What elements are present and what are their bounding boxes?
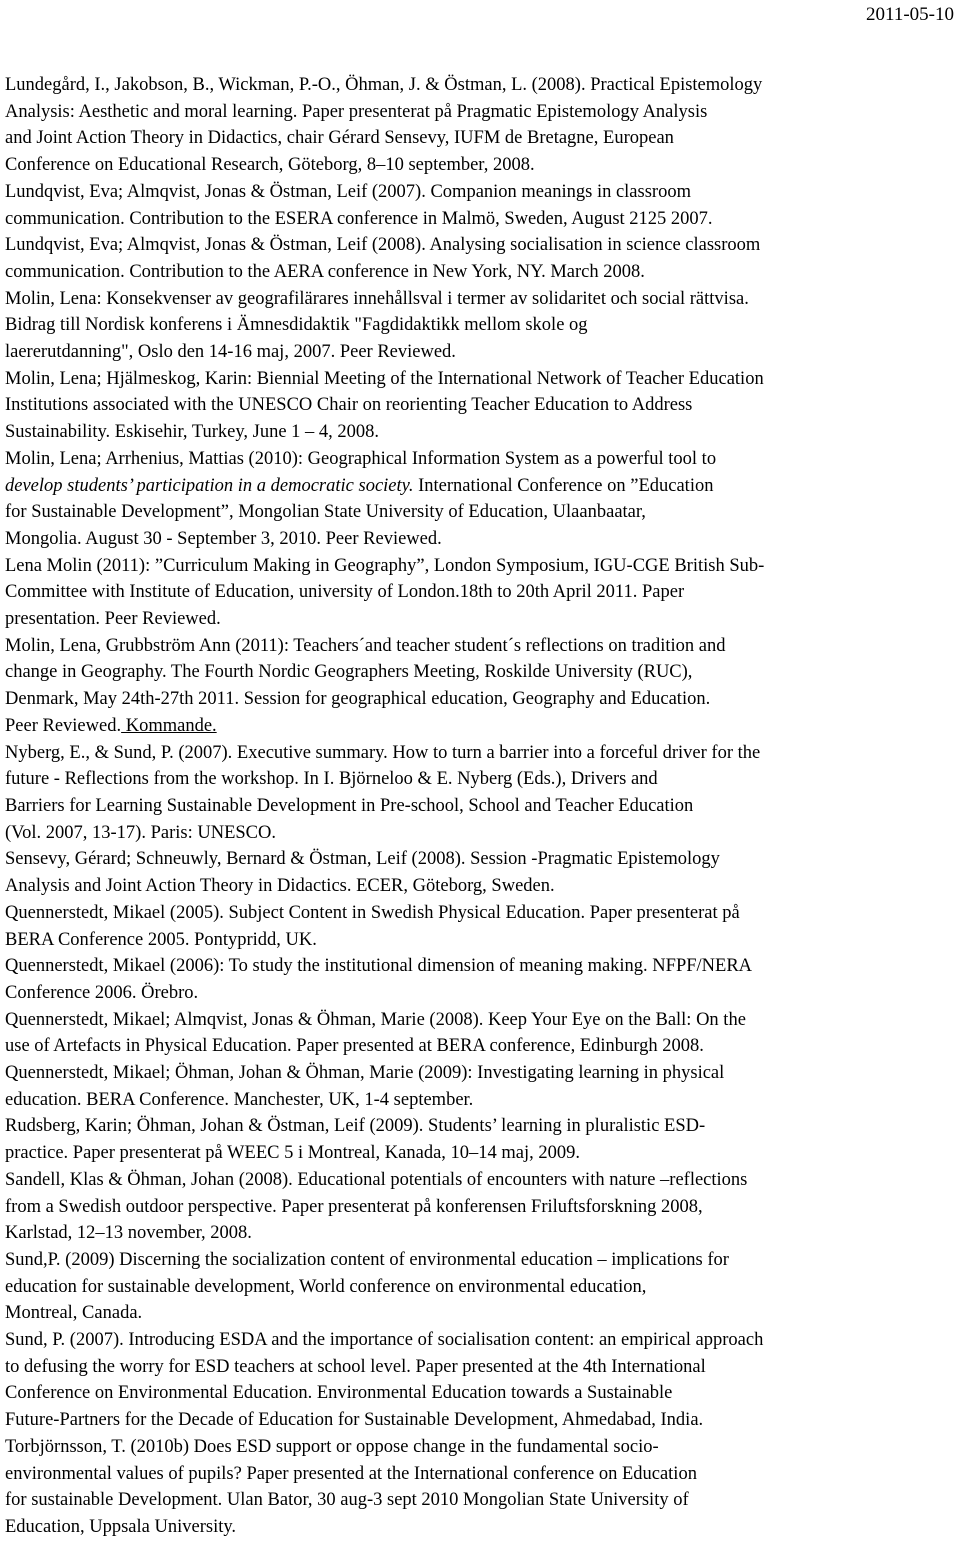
reference-line: laererutdanning", Oslo den 14-16 maj, 2007. Peer Reviewed. bbox=[5, 342, 456, 363]
reference-line: Torbjörnsson, T. (2010b) Does ESD support or oppose change in the fundamental socio- bbox=[5, 1436, 659, 1457]
reference-line: Sustainability. Eskisehir, Turkey, June 1 – 4, 2008. bbox=[5, 422, 380, 443]
reference-item bbox=[5, 1060, 955, 1113]
reference-line: Bidrag till Nordisk konferens i Ämnesdidaktik "Fagdidaktikk mellom skole og bbox=[5, 315, 588, 336]
reference-line: Analysis: Aesthetic and moral learning. Paper presenterat på Pragmatic Epistemology Analysis bbox=[5, 101, 708, 122]
reference-line: Sund,P. (2009) Discerning the socialization content of environmental education – implications for bbox=[5, 1249, 729, 1270]
reference-text: Peer Reviewed. bbox=[5, 715, 122, 736]
reference-line: BERA Conference 2005. Pontypridd, UK. bbox=[5, 929, 317, 950]
reference-line bbox=[5, 713, 955, 740]
reference-line: Montreal, Canada. bbox=[5, 1303, 143, 1324]
reference-line: Molin, Lena; Hjälmeskog, Karin: Biennial Meeting of the International Network of Teacher Education bbox=[5, 368, 764, 389]
reference-line: presentation. Peer Reviewed. bbox=[5, 609, 221, 630]
reference-line: education for sustainable development, World conference on environmental education, bbox=[5, 1276, 647, 1297]
reference-line: (Vol. 2007, 13-17). Paris: UNESCO. bbox=[5, 822, 276, 843]
reference-line bbox=[5, 473, 955, 500]
reference-item bbox=[5, 846, 955, 899]
reference-line: Conference on Environmental Education. Environmental Education towards a Sustainable bbox=[5, 1383, 673, 1404]
reference-item bbox=[5, 286, 955, 366]
reference-line: Karlstad, 12–13 november, 2008. bbox=[5, 1223, 252, 1244]
reference-line: Conference 2006. Örebro. bbox=[5, 982, 199, 1003]
reference-line: Molin, Lena, Grubbström Ann (2011): Teachers´and teacher student´s reflections on tradition and bbox=[5, 635, 726, 656]
reference-list bbox=[5, 72, 955, 1541]
reference-line: Nyberg, E., & Sund, P. (2007). Executive summary. How to turn a barrier into a forceful driver for the bbox=[5, 742, 761, 763]
reference-line: Analysis and Joint Action Theory in Didactics. ECER, Göteborg, Sweden. bbox=[5, 876, 555, 897]
reference-item bbox=[5, 953, 955, 1006]
reference-line: Quennerstedt, Mikael; Öhman, Johan & Öhman, Marie (2009): Investigating learning in physical bbox=[5, 1063, 725, 1084]
reference-line: Education, Uppsala University. bbox=[5, 1516, 237, 1537]
reference-line: Rudsberg, Karin; Öhman, Johan & Östman, Leif (2009). Students’ learning in pluralistic ESD- bbox=[5, 1116, 706, 1137]
reference-line: Lundqvist, Eva; Almqvist, Jonas & Östman, Leif (2007). Companion meanings in classroom bbox=[5, 181, 691, 202]
reference-line: for Sustainable Development”, Mongolian State University of Education, Ulaanbaatar, bbox=[5, 502, 646, 523]
reference-line: Quennerstedt, Mikael (2006): To study the institutional dimension of meaning making. NFPF/NERA bbox=[5, 956, 753, 977]
reference-line: practice. Paper presenterat på WEEC 5 i Montreal, Kanada, 10–14 maj, 2009. bbox=[5, 1143, 581, 1164]
reference-item bbox=[5, 633, 955, 740]
reference-item bbox=[5, 179, 955, 232]
reference-item bbox=[5, 900, 955, 953]
reference-line: communication. Contribution to the AERA conference in New York, NY. March 2008. bbox=[5, 261, 645, 282]
reference-line: Denmark, May 24th-27th 2011. Session for geographical education, Geography and Education. bbox=[5, 689, 711, 710]
reference-line: change in Geography. The Fourth Nordic Geographers Meeting, Roskilde University (RUC), bbox=[5, 662, 693, 683]
reference-line: from a Swedish outdoor perspective. Paper presenterat på konferensen Friluftsforskning 2008, bbox=[5, 1196, 703, 1217]
reference-line: Sensevy, Gérard; Schneuwly, Bernard & Östman, Leif (2008). Session -Pragmatic Epistemology bbox=[5, 849, 720, 870]
reference-item bbox=[5, 553, 955, 633]
reference-line: Institutions associated with the UNESCO Chair on reorienting Teacher Education to Address bbox=[5, 395, 693, 416]
reference-line: Molin, Lena; Arrhenius, Mattias (2010): Geographical Information System as a powerful tool to bbox=[5, 448, 717, 469]
reference-text: International Conference on ”Education bbox=[413, 475, 714, 496]
reference-line: Lundqvist, Eva; Almqvist, Jonas & Östman, Leif (2008). Analysing socialisation in science classroom bbox=[5, 235, 761, 256]
reference-item bbox=[5, 1113, 955, 1166]
reference-item bbox=[5, 232, 955, 285]
reference-line: Future-Partners for the Decade of Education for Sustainable Development, Ahmedabad, India. bbox=[5, 1410, 704, 1431]
reference-line: education. BERA Conference. Manchester, UK, 1-4 september. bbox=[5, 1089, 474, 1110]
page-date: 2011-05-10 bbox=[866, 4, 954, 25]
reference-line: future - Reflections from the workshop. In I. Björneloo & E. Nyberg (Eds.), Drivers and bbox=[5, 769, 658, 790]
reference-line: environmental values of pupils? Paper presented at the International conference on Education bbox=[5, 1463, 697, 1484]
reference-line: Conference on Educational Research, Göteborg, 8–10 september, 2008. bbox=[5, 155, 535, 176]
italic-title: develop students’ participation in a democratic society. bbox=[5, 475, 414, 496]
reference-line: for sustainable Development. Ulan Bator, 30 aug-3 sept 2010 Mongolian State University of bbox=[5, 1490, 689, 1511]
reference-item bbox=[5, 740, 955, 847]
reference-item bbox=[5, 366, 955, 446]
reference-line: communication. Contribution to the ESERA conference in Malmö, Sweden, August 2125 2007. bbox=[5, 208, 713, 229]
reference-item bbox=[5, 1327, 955, 1434]
reference-item bbox=[5, 1167, 955, 1247]
underlined-note: Kommande. bbox=[121, 715, 217, 736]
reference-item bbox=[5, 1434, 955, 1541]
reference-item bbox=[5, 446, 955, 553]
reference-item bbox=[5, 1007, 955, 1060]
reference-line: and Joint Action Theory in Didactics, chair Gérard Sensevy, IUFM de Bretagne, European bbox=[5, 128, 674, 149]
reference-line: Molin, Lena: Konsekvenser av geografilärares innehållsval i termer av solidaritet och social rättvisa. bbox=[5, 288, 749, 309]
reference-line: Lundegård, I., Jakobson, B., Wickman, P.-O., Öhman, J. & Östman, L. (2008). Practical Epistemology bbox=[5, 75, 763, 95]
reference-line: Committee with Institute of Education, university of London.18th to 20th April 2011. Paper bbox=[5, 582, 685, 603]
reference-line: Mongolia. August 30 - September 3, 2010. Peer Reviewed. bbox=[5, 528, 442, 549]
reference-line: Barriers for Learning Sustainable Development in Pre-school, School and Teacher Education bbox=[5, 795, 694, 816]
reference-line: to defusing the worry for ESD teachers at school level. Paper presented at the 4th International bbox=[5, 1356, 706, 1377]
reference-line: Quennerstedt, Mikael; Almqvist, Jonas & Öhman, Marie (2008). Keep Your Eye on the Ball: On the bbox=[5, 1009, 746, 1030]
reference-line: Sund, P. (2007). Introducing ESDA and the importance of socialisation content: an empirical approach bbox=[5, 1330, 764, 1351]
reference-item bbox=[5, 1247, 955, 1327]
reference-line: use of Artefacts in Physical Education. Paper presented at BERA conference, Edinburgh 2008. bbox=[5, 1036, 704, 1057]
reference-line: Lena Molin (2011): ”Curriculum Making in Geography”, London Symposium, IGU-CGE British Sub- bbox=[5, 555, 765, 576]
reference-line: Sandell, Klas & Öhman, Johan (2008). Educational potentials of encounters with nature –reflections bbox=[5, 1169, 748, 1190]
reference-line: Quennerstedt, Mikael (2005). Subject Content in Swedish Physical Education. Paper presenterat på bbox=[5, 902, 740, 923]
reference-item bbox=[5, 72, 955, 179]
